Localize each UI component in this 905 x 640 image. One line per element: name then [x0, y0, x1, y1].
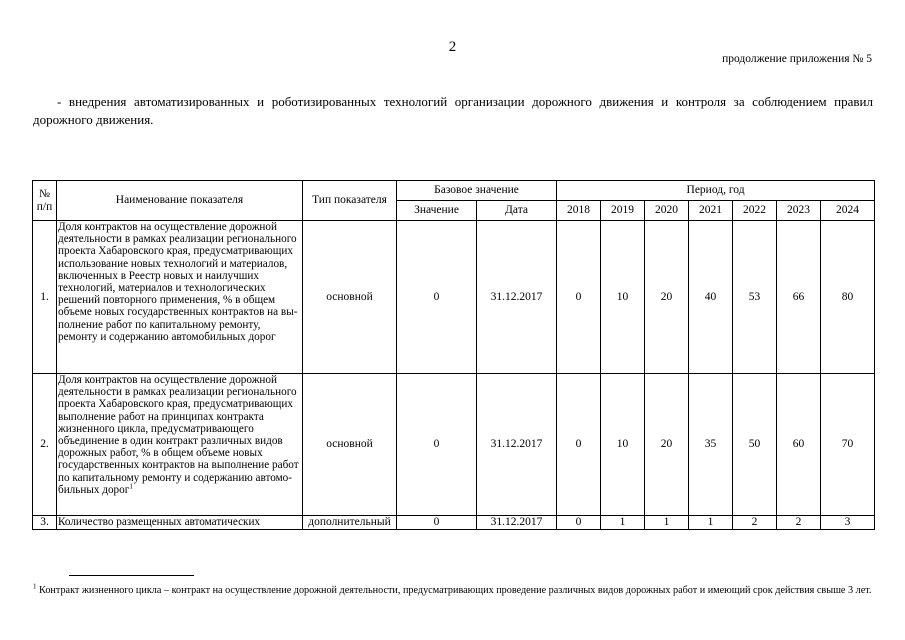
- year-value: 40: [689, 221, 733, 374]
- base-value: 0: [397, 221, 477, 374]
- year-value: 53: [733, 221, 777, 374]
- year-value: 1: [645, 516, 689, 530]
- year-value: 10: [601, 374, 645, 516]
- year-value: 80: [821, 221, 875, 374]
- row-number: 2.: [33, 374, 57, 516]
- indicator-name: Доля контрактов на осуществление дорожной деятельности в рамках реализации регионального проекта Хабаровского края, предусматривающих выполнение работ на принципах контракта жизненного цикла, предусматривающего объединение в один контракт различных видов дорожных работ, % в общем объеме новых государственных контрактов на выполнение работ по капитальному ремонту и содержанию автомобильных дорог: [58, 374, 299, 496]
- appendix-continuation-label: продолжение приложения № 5: [722, 53, 872, 65]
- indicator-name: Доля контрактов на осуществление дорожной деятельности в рамках реализации регионального проекта Хабаровского края, предусматривающих использование новых технологий и материалов, включенных в Реестр новых и наилучших технологий, материалов и технологических решений повторного применения, % в общем объеме новых государственных контрактов на выполнение работ по капитальному ремонту, ремонту и содержанию автомобильных дорог: [57, 221, 303, 374]
- indicators-table: [32, 180, 875, 530]
- year-value: 3: [821, 516, 875, 530]
- header-indicator-name: Наименование показателя: [57, 181, 303, 221]
- year-value: 0: [557, 221, 601, 374]
- indicator-name-cell: [57, 374, 303, 516]
- base-date: 31.12.2017: [477, 221, 557, 374]
- year-value: 70: [821, 374, 875, 516]
- header-base-value-date: Дата: [477, 201, 557, 221]
- header-period: Период, год: [557, 181, 875, 201]
- year-value: 10: [601, 221, 645, 374]
- year-value: 20: [645, 221, 689, 374]
- footnote-text: Контракт жизненного цикла – контракт на осуществление дорожной деятельности, предусматривающих проведение различных видов дорожных работ и имеющий срок действия свыше 3 лет.: [36, 585, 872, 596]
- indicator-name: Количество размещенных автоматических: [57, 516, 303, 530]
- header-base-value-value: Значение: [397, 201, 477, 221]
- base-value: 0: [397, 516, 477, 530]
- row-number: 1.: [33, 221, 57, 374]
- footnote-divider: [69, 575, 194, 576]
- table-row: [33, 516, 875, 530]
- table-row: [33, 374, 875, 516]
- indicator-type: основной: [303, 221, 397, 374]
- base-date: 31.12.2017: [477, 516, 557, 530]
- footnote: [33, 584, 875, 598]
- header-year: 2019: [601, 201, 645, 221]
- year-value: 50: [733, 374, 777, 516]
- header-year: 2024: [821, 201, 875, 221]
- year-value: 1: [601, 516, 645, 530]
- header-year: 2020: [645, 201, 689, 221]
- row-number: 3.: [33, 516, 57, 530]
- year-value: 0: [557, 516, 601, 530]
- header-year: 2018: [557, 201, 601, 221]
- base-date: 31.12.2017: [477, 374, 557, 516]
- year-value: 1: [689, 516, 733, 530]
- year-value: 2: [777, 516, 821, 530]
- header-year: 2023: [777, 201, 821, 221]
- year-value: 2: [733, 516, 777, 530]
- table-row: [33, 221, 875, 374]
- base-value: 0: [397, 374, 477, 516]
- header-year: 2022: [733, 201, 777, 221]
- header-base-value: Базовое значение: [397, 181, 557, 201]
- year-value: 60: [777, 374, 821, 516]
- indicator-type: основной: [303, 374, 397, 516]
- header-year: 2021: [689, 201, 733, 221]
- page-number: 2: [448, 39, 457, 55]
- year-value: 0: [557, 374, 601, 516]
- footnote-mark: 1: [33, 582, 37, 591]
- intro-paragraph: - внедрения автоматизированных и роботизированных технологий организации дорожного движения и контроля за соблюдением правил дорожного движения.: [33, 94, 873, 127]
- footnote-reference: 1: [129, 482, 133, 491]
- header-indicator-type: Тип показателя: [303, 181, 397, 221]
- year-value: 66: [777, 221, 821, 374]
- year-value: 35: [689, 374, 733, 516]
- year-value: 20: [645, 374, 689, 516]
- indicator-type: дополнительный: [303, 516, 397, 530]
- header-number: № п/п: [33, 181, 57, 221]
